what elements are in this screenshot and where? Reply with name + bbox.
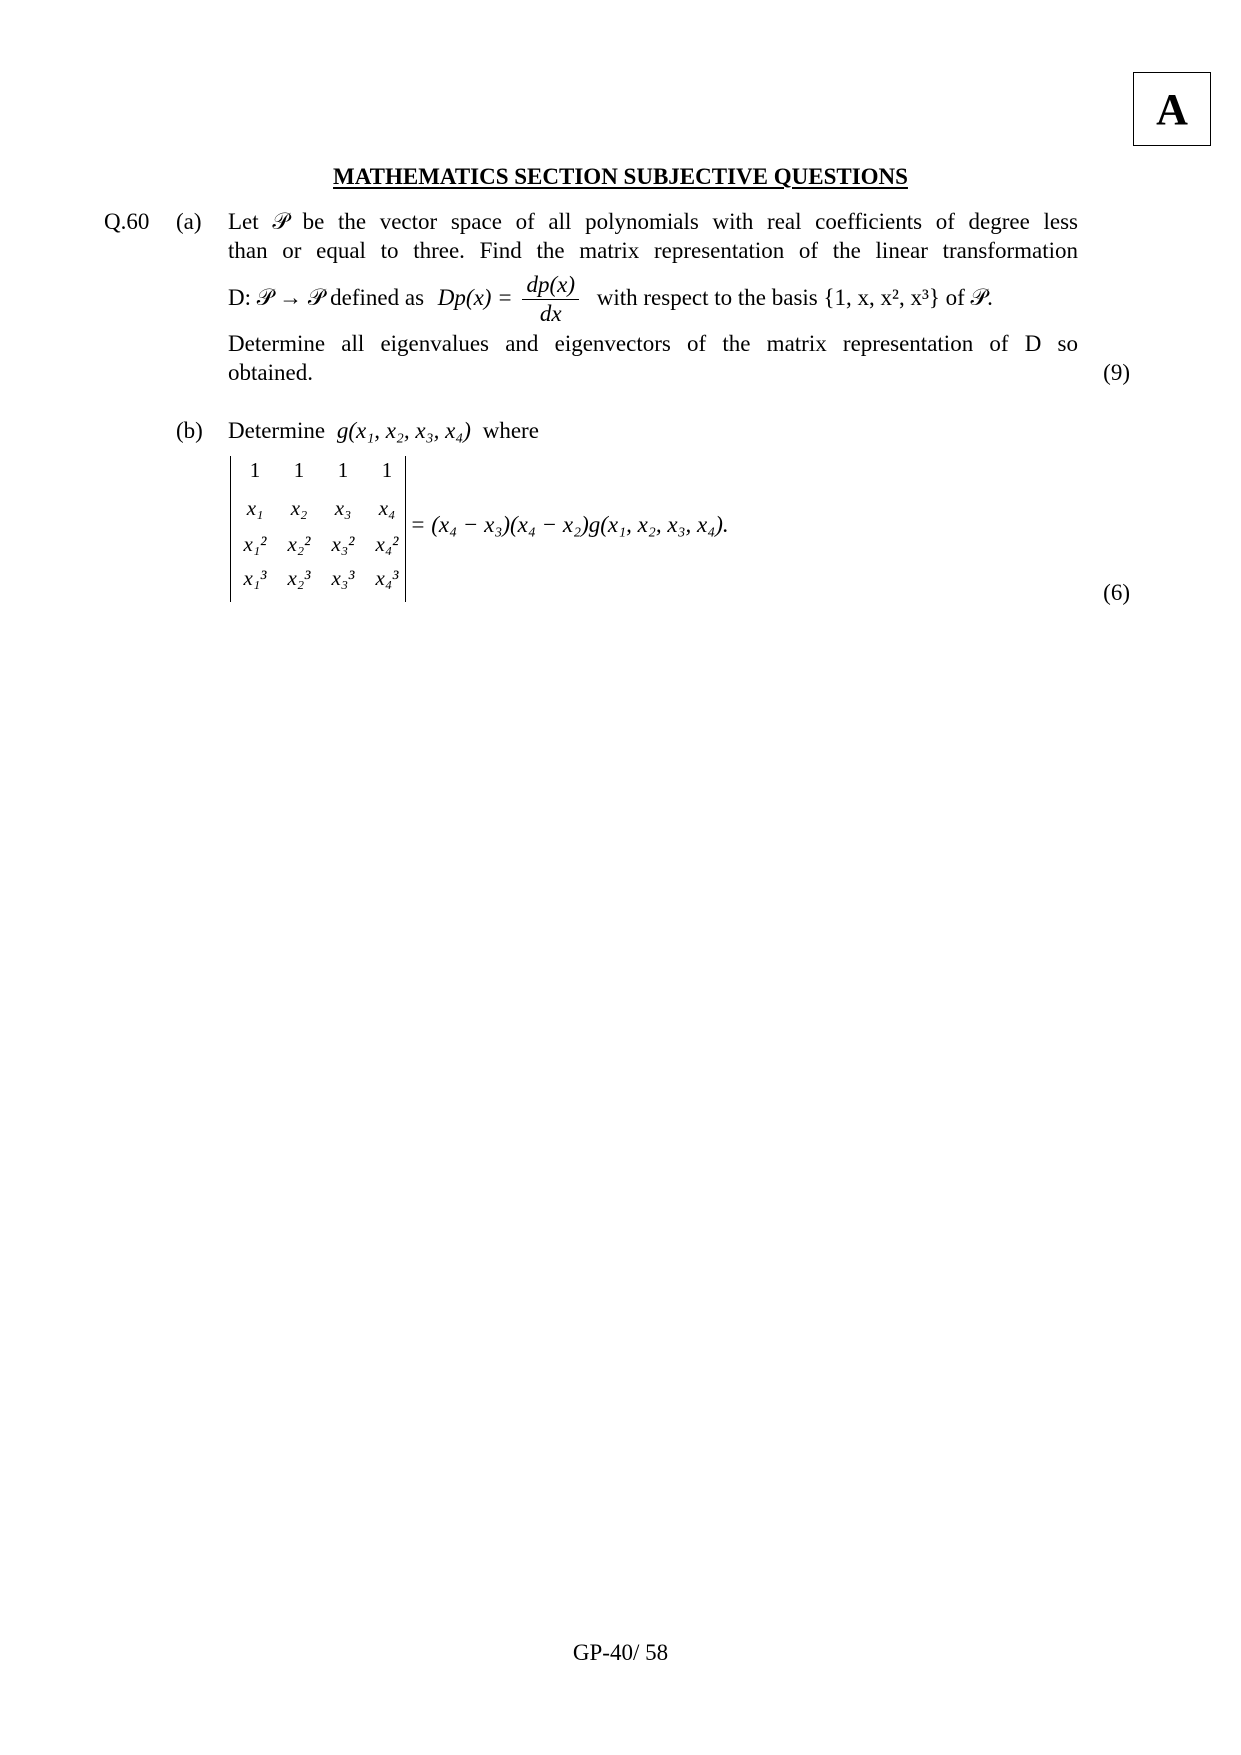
det-cell: 1: [337, 458, 349, 482]
det-cell: x₁: [246, 496, 264, 520]
part-a-line-4: Determine all eigenvalues and eigenvectors of the matrix representation of D so: [228, 331, 1078, 356]
det-cell: x₁²: [243, 532, 267, 556]
part-b-label: (b): [176, 418, 203, 443]
part-b-intro-end: where: [482, 418, 539, 443]
det-cell: x₃³: [331, 566, 355, 590]
det-cell: x₄: [378, 496, 396, 520]
section-title: MATHEMATICS SECTION SUBJECTIVE QUESTIONS: [333, 164, 908, 189]
part-a-line-5: obtained.: [228, 360, 313, 385]
det-cell: x₁³: [243, 566, 267, 590]
det-row: [231, 496, 405, 526]
part-b-marks: (6): [1103, 580, 1130, 605]
part-b-intro: [228, 418, 539, 444]
det-cell: 1: [293, 458, 305, 482]
paper-code-box: [1133, 72, 1211, 146]
derivative-fraction: [522, 272, 579, 327]
det-cell: 1: [249, 458, 261, 482]
part-a-line-1: Let 𝒫 be the vector space of all polynomials with real coefficients of degree less: [228, 209, 1078, 234]
part-a-line-3: [228, 272, 1088, 327]
det-cell: x₃: [334, 496, 352, 520]
part-b-intro-word: Determine: [228, 418, 326, 443]
det-cell: x₄²: [375, 532, 399, 556]
question-number: Q.60: [104, 209, 150, 234]
part-a-label: (a): [176, 209, 202, 234]
part-a-line-2: than or equal to three. Find the matrix representation of the linear transformation: [228, 238, 1078, 263]
part-a-line-3-post: with respect to the basis {1, x, x², x³} of 𝒫.: [596, 284, 993, 310]
det-row: [231, 458, 405, 488]
fraction-numerator: dp(x): [522, 272, 579, 300]
det-cell: x₃²: [331, 532, 355, 556]
det-row: [231, 532, 405, 562]
det-cell: x₂²: [287, 532, 311, 556]
det-row: [231, 566, 405, 596]
page-footer: GP-40/ 58: [572, 1640, 669, 1665]
det-cell: 1: [381, 458, 393, 482]
part-a-marks: (9): [1103, 360, 1130, 385]
det-cell: x₂: [290, 496, 308, 520]
determinant: [230, 456, 406, 602]
det-cell: x₄³: [375, 566, 399, 590]
part-a-eq-lhs: Dp(x) =: [437, 284, 513, 310]
paper-code: A: [1156, 84, 1188, 134]
determinant-rhs: = (x₄ − x₃)(x₄ − x₂)g(x₁, x₂, x₃, x₄).: [410, 512, 729, 537]
fraction-denominator: dx: [539, 301, 562, 326]
part-a-line-3-pre: D: 𝒫 → 𝒫 defined as: [228, 284, 425, 310]
det-cell: x₂³: [287, 566, 311, 590]
part-b-intro-expr: g(x₁, x₂, x₃, x₄): [336, 418, 471, 443]
